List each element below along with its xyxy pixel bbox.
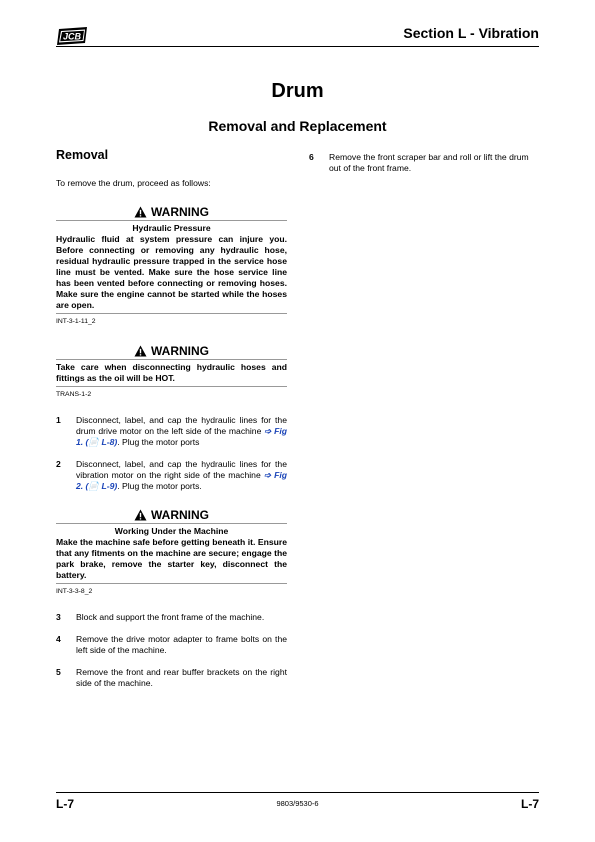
warning-label: WARNING bbox=[151, 344, 209, 358]
warning-label: WARNING bbox=[151, 205, 209, 219]
header-rule bbox=[56, 46, 539, 47]
step-text: Remove the front scraper bar and roll or lift the drum out of the front frame. bbox=[329, 152, 529, 173]
warning-triangle-icon bbox=[134, 206, 147, 218]
warning-code: TRANS-1-2 bbox=[56, 391, 92, 398]
step-number: 1 bbox=[56, 415, 61, 425]
page-title: Drum bbox=[271, 80, 324, 102]
step-text: Remove the drive motor adapter to frame bolts on the left side of the machine. bbox=[76, 634, 287, 655]
step-item bbox=[56, 612, 287, 623]
warning-subtitle: Working Under the Machine bbox=[114, 526, 229, 536]
removal-intro: To remove the drum, proceed as follows: bbox=[56, 178, 211, 188]
step-text: Block and support the front frame of the machine. bbox=[76, 612, 265, 622]
warning-code: INT-3-1-11_2 bbox=[56, 318, 96, 325]
warning-triangle-icon bbox=[134, 345, 147, 357]
removal-heading: Removal bbox=[56, 148, 109, 162]
step-number: 4 bbox=[56, 634, 61, 644]
warning-header bbox=[56, 203, 287, 221]
warning-box bbox=[56, 342, 287, 400]
step-number: 5 bbox=[56, 667, 61, 677]
warning-label: WARNING bbox=[151, 508, 209, 522]
step-text: Disconnect, label, and cap the hydraulic lines for the drum drive motor on the left side of the machine bbox=[76, 415, 287, 436]
jcb-logo bbox=[56, 27, 88, 45]
page-number-left: L-7 bbox=[56, 797, 74, 811]
warning-body: Hydraulic fluid at system pressure can injure you. Before connecting or removing any hydraulic hose, residual hydraulic pressure trapped in the service hose line must be vented. Make sure the hose service line has been vented before connecting or removing hoses. Make sure the engine cannot be started while the hoses are open. bbox=[56, 234, 287, 314]
right-column bbox=[309, 152, 539, 185]
section-title: Section L - Vibration bbox=[403, 25, 539, 41]
step-item bbox=[309, 152, 539, 174]
document-number: 9803/9530-6 bbox=[276, 799, 319, 808]
warning-body: Take care when disconnecting hydraulic hoses and fittings as the oil will be HOT. bbox=[56, 360, 287, 387]
step-item bbox=[56, 634, 287, 656]
step-text: Remove the front and rear buffer brackets on the right side of the machine. bbox=[76, 667, 287, 688]
page-subtitle: Removal and Replacement bbox=[208, 118, 387, 134]
step-text: Disconnect, label, and cap the hydraulic lines for the vibration motor on the right side of the machine bbox=[76, 459, 287, 480]
warning-box bbox=[56, 203, 287, 327]
warning-triangle-icon bbox=[134, 509, 147, 521]
page-number-right: L-7 bbox=[521, 797, 539, 811]
left-column bbox=[56, 150, 287, 700]
warning-subtitle: Hydraulic Pressure bbox=[132, 223, 211, 233]
step-text-after: . Plug the motor ports. bbox=[117, 481, 202, 491]
step-number: 2 bbox=[56, 459, 61, 469]
step-item bbox=[56, 667, 287, 689]
warning-body: Make the machine safe before getting beneath it. Ensure that any fitments on the machine are secure; engage the park brake, remove the starter key, disconnect the battery. bbox=[56, 537, 287, 584]
warning-header bbox=[56, 506, 287, 524]
footer-rule bbox=[56, 792, 539, 793]
warning-box bbox=[56, 506, 287, 597]
step-number: 3 bbox=[56, 612, 61, 622]
warning-header bbox=[56, 342, 287, 360]
svg-text:JCB: JCB bbox=[62, 31, 82, 42]
figure-link[interactable]: ➩ Fig 2. (📄 L-9) bbox=[76, 470, 288, 491]
figure-link[interactable]: ➩ Fig 1. (📄 L-8) bbox=[76, 426, 287, 447]
step-item bbox=[56, 415, 287, 448]
step-item bbox=[56, 459, 287, 492]
warning-code: INT-3-3-8_2 bbox=[56, 588, 93, 595]
step-number: 6 bbox=[309, 152, 314, 162]
step-text-after: . Plug the motor ports bbox=[117, 437, 200, 447]
